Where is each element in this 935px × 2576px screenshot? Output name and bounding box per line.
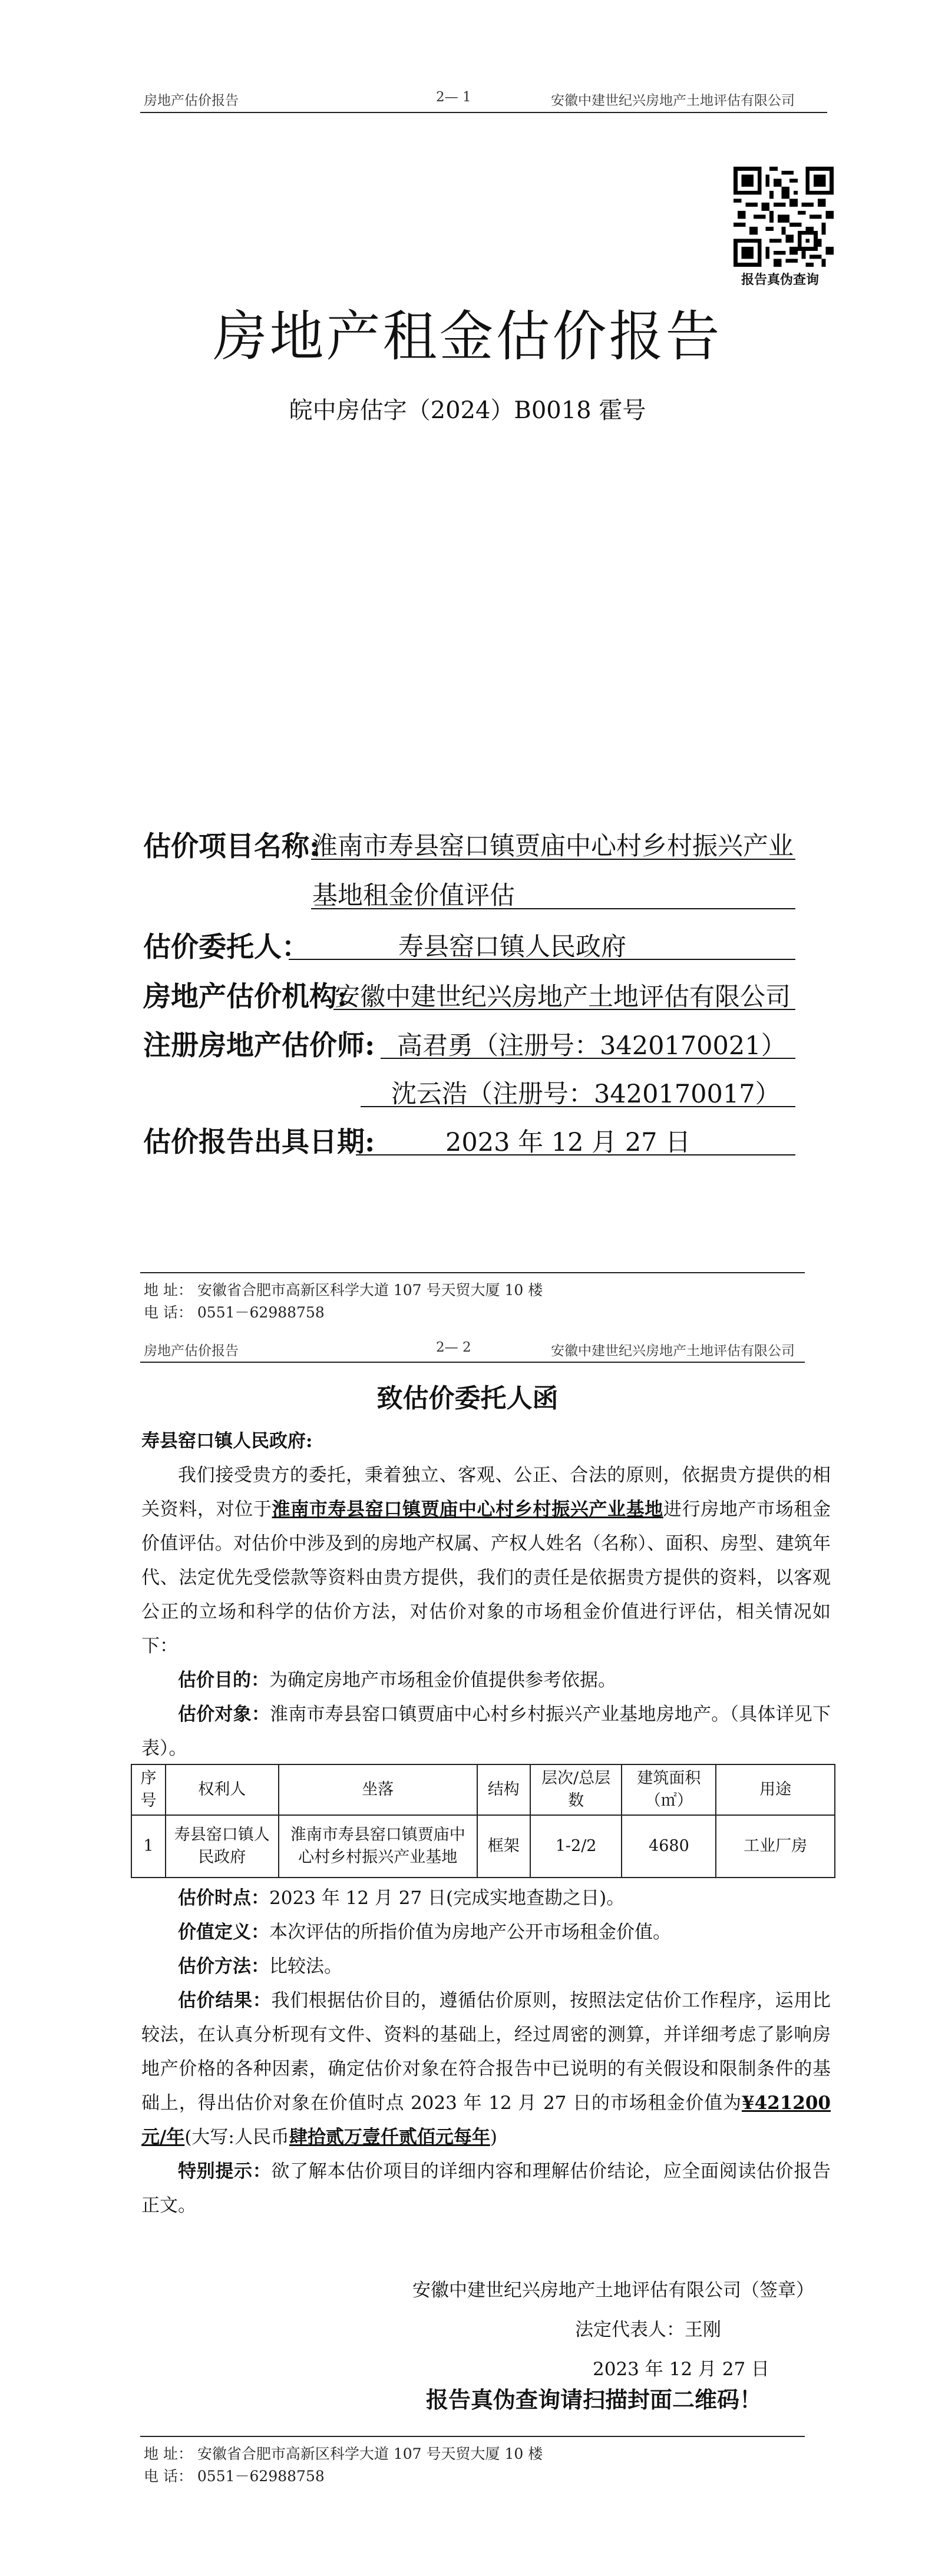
th-use: 用途 — [716, 1764, 835, 1815]
cell-no: 1 — [131, 1815, 166, 1878]
page1-footer-address: 地 址： 安徽省合肥市高新区科学大道 107 号天贸大厦 10 楼 — [144, 1282, 543, 1299]
th-owner: 权利人 — [166, 1764, 279, 1815]
table-header-row — [131, 1764, 835, 1815]
th-no: 序号 — [131, 1764, 166, 1815]
purpose-text: 为确定房地产市场租金价值提供参考依据。 — [269, 1670, 616, 1691]
page1-header-left: 房地产估价报告 — [144, 93, 239, 108]
page2-footer-phone: 电 话： 0551－62988758 — [144, 2468, 325, 2485]
underline — [311, 859, 795, 860]
appraiser-1: 高君勇（注册号：3420170021） — [397, 1031, 787, 1061]
result-amount: ¥421200元/年 — [141, 2092, 831, 2148]
notice-paragraph — [141, 2154, 831, 2223]
appraiser-2: 沈云浩（注册号：3420170017） — [391, 1080, 781, 1109]
letter-body-top — [141, 1424, 831, 1766]
letter-body-bottom — [141, 1881, 831, 2223]
definition-label: 价值定义： — [178, 1922, 269, 1943]
project-label: 估价项目名称: — [143, 830, 320, 863]
purpose-paragraph — [141, 1663, 831, 1697]
page1-footer-phone: 电 话： 0551－62988758 — [144, 1304, 325, 1321]
page1-header-page-number: 2— 1 — [436, 90, 471, 105]
cell-use: 工业厂房 — [716, 1815, 835, 1878]
intro-pre: 我们接受贵方的委托，秉着独立、客观、公正、合法的原则，依据贵方提供的相关资料，对位于 — [141, 1465, 831, 1520]
signature-company: 安徽中建世纪兴房地产土地评估有限公司（签章） — [412, 2280, 814, 2301]
agency-name: 安徽中建世纪兴房地产土地评估有限公司 — [335, 982, 791, 1012]
method-text: 比较法。 — [269, 1956, 342, 1977]
intro-paragraph — [141, 1458, 831, 1663]
underline — [361, 1106, 795, 1107]
letter-title: 致估价委托人函 — [376, 1383, 559, 1413]
result-label: 估价结果： — [178, 1990, 272, 2011]
intro-object: 淮南市寿县窑口镇贾庙中心村乡村振兴产业基地 — [272, 1499, 663, 1520]
appraiser-label: 注册房地产估价师: — [143, 1029, 375, 1062]
cell-area: 4680 — [622, 1815, 716, 1878]
notice-label: 特别提示： — [178, 2161, 272, 2182]
th-structure: 结构 — [477, 1764, 530, 1815]
method-label: 估价方法： — [178, 1956, 269, 1977]
cell-structure: 框架 — [477, 1815, 530, 1878]
time-label: 估价时点： — [178, 1888, 269, 1909]
purpose-label: 估价目的： — [178, 1670, 269, 1691]
qr-code-icon — [734, 167, 834, 267]
issue-date-label: 估价报告出具日期: — [143, 1126, 375, 1158]
page1-header-right: 安徽中建世纪兴房地产土地评估有限公司 — [551, 93, 795, 108]
time-text: 2023 年 12 月 27 日(完成实地查勘之日)。 — [269, 1888, 625, 1909]
signature-representative: 法定代表人：王刚 — [575, 2319, 721, 2340]
underline — [311, 908, 795, 909]
salutation: 寿县窑口镇人民政府: — [141, 1431, 313, 1452]
object-paragraph — [141, 1697, 831, 1766]
th-area: 建筑面积（㎡） — [622, 1764, 716, 1815]
issue-date: 2023 年 12 月 27 日 — [445, 1128, 691, 1157]
result-paragraph — [141, 1984, 831, 2154]
object-label: 估价对象： — [178, 1704, 270, 1725]
page2-footer-address: 地 址： 安徽省合肥市高新区科学大道 107 号天贸大厦 10 楼 — [144, 2445, 543, 2462]
time-paragraph — [141, 1881, 831, 1915]
object-text: 淮南市寿县窑口镇贾庙中心村乡村振兴产业基地房地产。（具体详见下表）。 — [141, 1704, 831, 1759]
report-title: 房地产租金估价报告 — [213, 305, 722, 368]
cell-floors: 1-2/2 — [530, 1815, 622, 1878]
result-text: 我们根据估价目的，遵循估价原则，按照法定估价工作程序，运用比较法，在认真分析现有文件、资料的基础上，经过周密的测算，并详细考虑了影响房地产价格的各种因素，确定估价对象在符合报告中已说明的有关假设和限制条件的基础上，得出估价对象在价值时点 2023 年 12 月 27 日的市场租金价值为 — [141, 1990, 831, 2114]
table-row — [131, 1815, 835, 1878]
notice-text: 欲了解本估价项目的详细内容和理解估价结论，应全面阅读估价报告正文。 — [141, 2161, 831, 2216]
result-end: ) — [490, 2127, 497, 2148]
underline — [289, 959, 795, 960]
verify-notice: 报告真伪查询请扫描封面二维码！ — [426, 2386, 762, 2413]
th-floors: 层次/总层数 — [530, 1764, 622, 1815]
signature-date: 2023 年 12 月 27 日 — [593, 2359, 770, 2380]
client-name: 寿县窑口镇人民政府 — [398, 932, 626, 962]
project-name-line2: 基地租金价值评估 — [312, 881, 515, 910]
definition-paragraph — [141, 1915, 831, 1949]
th-location: 坐落 — [279, 1764, 477, 1815]
cell-owner: 寿县窑口镇人民政府 — [166, 1815, 279, 1878]
qr-caption: 报告真伪查询 — [741, 272, 820, 287]
result-amount-upper: 肆拾贰万壹仟贰佰元每年 — [289, 2127, 490, 2148]
underline — [381, 1058, 795, 1059]
footer-rule — [140, 2436, 805, 2437]
definition-text: 本次评估的所指价值为房地产公开市场租金价值。 — [269, 1922, 671, 1943]
method-paragraph — [141, 1949, 831, 1984]
footer-rule — [140, 1272, 805, 1273]
page2-header-right: 安徽中建世纪兴房地产土地评估有限公司 — [551, 1343, 795, 1359]
client-label: 估价委托人： — [143, 931, 309, 963]
underline — [356, 1154, 795, 1155]
agency-label: 房地产估价机构: — [143, 981, 348, 1013]
underline — [333, 1009, 795, 1010]
header-rule — [140, 1362, 805, 1363]
property-table — [131, 1764, 835, 1878]
report-number: 皖中房估字（2024）B0018 霍号 — [289, 397, 646, 424]
page2-header-page-number: 2— 2 — [436, 1340, 471, 1355]
intro-post: 进行房地产市场租金价值评估。对估价中涉及到的房地产权属、产权人姓名（名称）、面积、房型、建筑年代、法定优先受偿款等资料由贵方提供，我们的责任是依据贵方提供的资料，以客观公正的立场和科学的估价方法，对估价对象的市场租金价值进行评估，相关情况如下： — [141, 1499, 831, 1657]
header-rule — [140, 112, 827, 113]
page2-header-left: 房地产估价报告 — [144, 1343, 239, 1359]
cell-location: 淮南市寿县窑口镇贾庙中心村乡村振兴产业基地 — [279, 1815, 477, 1878]
project-name-line1: 淮南市寿县窑口镇贾庙中心村乡村振兴产业 — [312, 832, 794, 861]
result-mid: (大写:人民币 — [184, 2127, 289, 2148]
